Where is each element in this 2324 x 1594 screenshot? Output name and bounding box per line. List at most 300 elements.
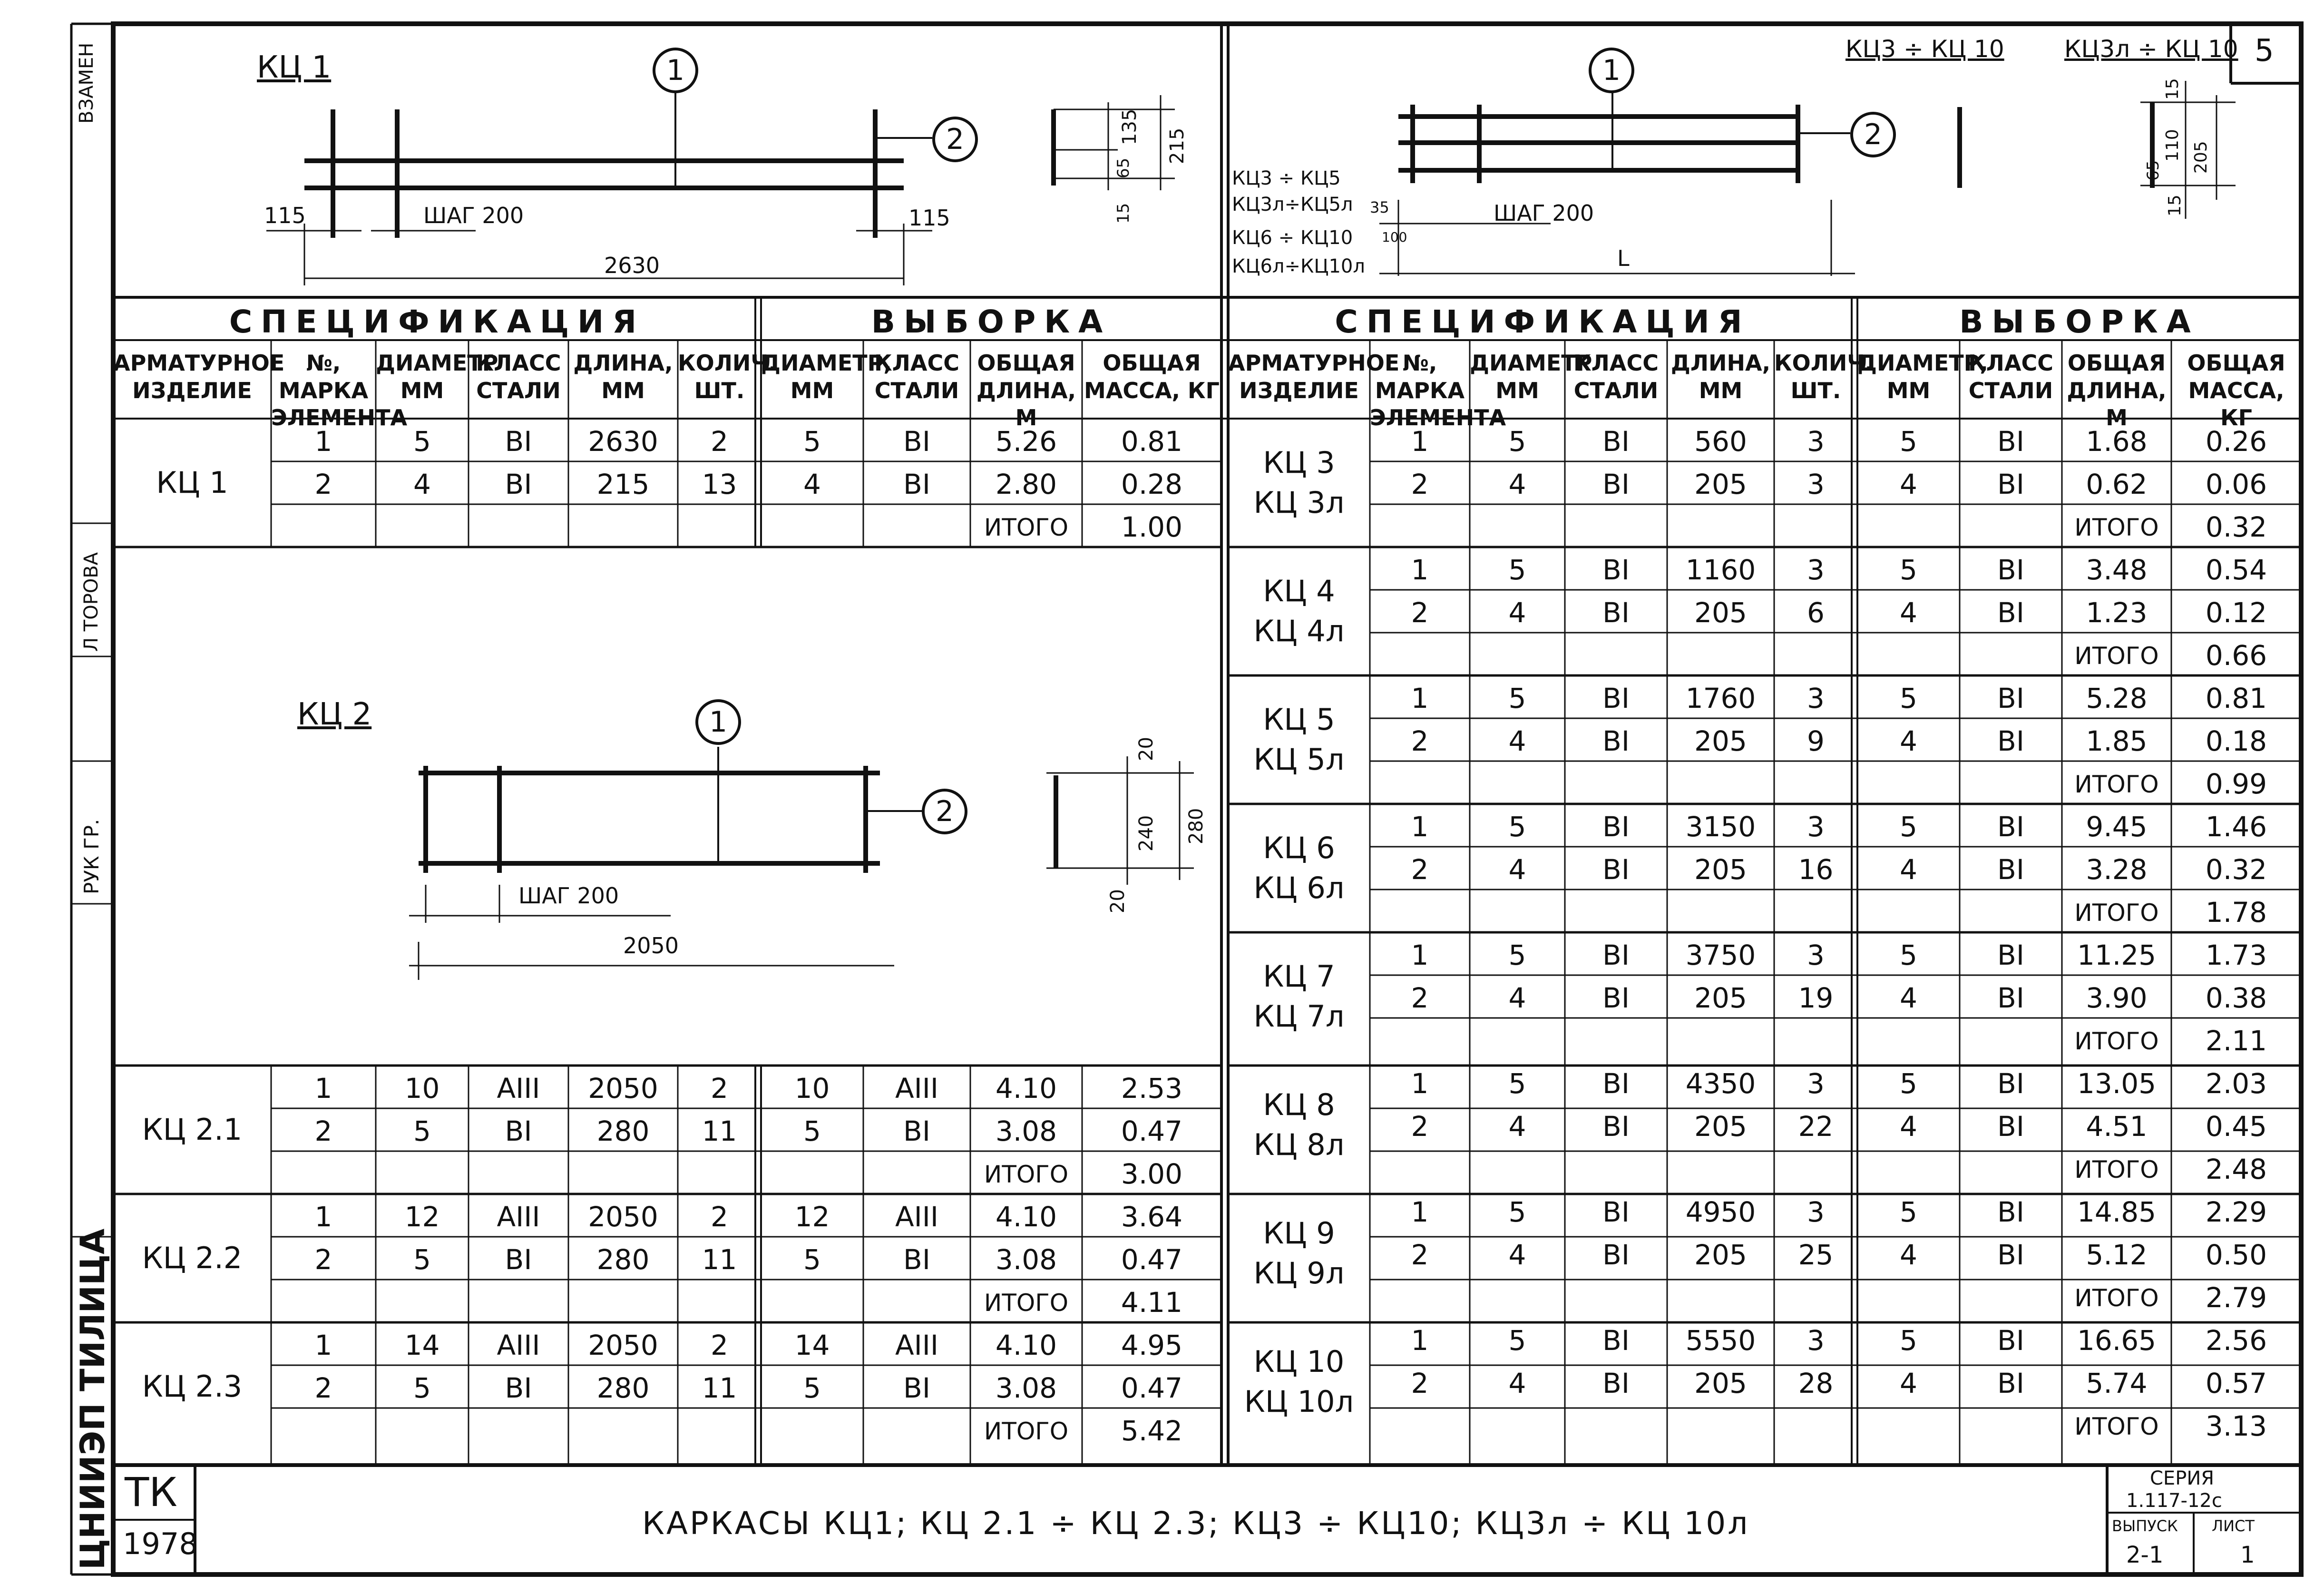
right-cell: 2 — [1411, 982, 1429, 1014]
kc2-section-d4: 20 — [1107, 889, 1129, 913]
left-cell: 1 — [314, 1072, 332, 1105]
left-cell: 2 — [711, 425, 728, 458]
right-total-label: ИТОГО — [2074, 1284, 2159, 1312]
kc1-length: 2630 — [604, 253, 660, 278]
left-cell: ВI — [903, 1115, 930, 1147]
right-total-label: ИТОГО — [2074, 514, 2159, 541]
right-cell: 0.06 — [2205, 468, 2267, 500]
right-cell: 4 — [1508, 597, 1526, 629]
right-cell: 1 — [1411, 554, 1429, 586]
right-cell: 2.03 — [2205, 1067, 2267, 1100]
right-cell: 1 — [1411, 425, 1429, 458]
right-cell: ВI — [1997, 682, 2024, 714]
right-cell: 3 — [1807, 1067, 1825, 1100]
left-item-name-line: КЦ 2.2 — [142, 1241, 243, 1276]
right-cell: 5 — [1508, 425, 1526, 458]
left-cell: 4 — [413, 468, 431, 500]
kc2-section-d2: 240 — [1135, 815, 1157, 851]
right-cell: 4 — [1900, 1239, 1917, 1271]
right-cell: 3.48 — [2086, 554, 2148, 586]
left-cell: 5 — [803, 1243, 821, 1276]
kc2-step: ШАГ 200 — [518, 883, 619, 909]
side-signature-name: Л ТОРОВА — [80, 552, 102, 652]
right-item-name-line: КЦ 6л — [1253, 870, 1345, 905]
left-cell: 280 — [596, 1243, 650, 1276]
left-cell: 14 — [404, 1329, 440, 1361]
right-cell: ВI — [1997, 1110, 2024, 1143]
left-col-header-6: ДИАМЕТР, ММ — [761, 350, 892, 403]
right-cell: 4 — [1900, 982, 1917, 1014]
left-cell: 12 — [794, 1201, 830, 1233]
right-cell: ВI — [1602, 1367, 1630, 1399]
left-cell: 10 — [794, 1072, 830, 1105]
right-cell: 1 — [1411, 939, 1429, 971]
right-cell: ВI — [1997, 1196, 2024, 1228]
left-cell: 5 — [413, 1372, 431, 1404]
right-cell: ВI — [1997, 554, 2024, 586]
right-item-name — [1228, 675, 1370, 804]
right-cell: 1 — [1411, 811, 1429, 843]
series-header-right: КЦ3л ÷ КЦ 10 — [2064, 35, 2238, 63]
left-cell: 2 — [314, 1372, 332, 1404]
left-cell: 4.10 — [995, 1201, 1057, 1233]
right-cell: 0.50 — [2205, 1239, 2267, 1271]
left-cell: 3.08 — [995, 1115, 1057, 1147]
right-cell: 3 — [1807, 1324, 1825, 1357]
right-total-value: 0.99 — [2205, 768, 2267, 800]
right-cell: 0.57 — [2205, 1367, 2267, 1399]
left-item-name-line: КЦ 1 — [156, 465, 228, 500]
right-cell: 5 — [1900, 811, 1917, 843]
right-cell: 0.54 — [2205, 554, 2267, 586]
right-vyb-header: ВЫБОРКА — [1959, 303, 2199, 340]
right-cell: 1.23 — [2086, 597, 2148, 629]
right-cell: ВI — [1602, 468, 1630, 500]
left-cell: 2 — [711, 1329, 728, 1361]
kc3-section-d1: 15 — [2163, 78, 2182, 100]
right-total-value: 1.78 — [2205, 896, 2267, 929]
right-cell: ВI — [1997, 853, 2024, 886]
left-cell: 5 — [803, 1372, 821, 1404]
left-cell: 5 — [803, 1115, 821, 1147]
left-cell: 4.95 — [1121, 1329, 1183, 1361]
sheet-value: 1 — [2240, 1542, 2255, 1568]
left-item-name — [113, 419, 271, 547]
right-cell: 5 — [1900, 939, 1917, 971]
right-item-name-line: КЦ 4 — [1263, 574, 1335, 609]
right-cell: 2 — [1411, 597, 1429, 629]
right-cell: 0.81 — [2205, 682, 2267, 714]
right-cell: 4 — [1508, 1110, 1526, 1143]
left-cell: 280 — [596, 1115, 650, 1147]
left-cell: 1 — [314, 425, 332, 458]
left-cell: АIII — [497, 1072, 540, 1105]
right-item-name-line: КЦ 8л — [1253, 1127, 1345, 1162]
kc3-variant-2: КЦ3л÷КЦ5л — [1232, 194, 1353, 215]
right-cell: ВI — [1997, 468, 2024, 500]
kc1-section-d1: 135 — [1119, 108, 1141, 145]
right-item-name-line: КЦ 10 — [1253, 1344, 1345, 1379]
right-cell: 28 — [1798, 1367, 1834, 1399]
right-cell: 2.29 — [2205, 1196, 2267, 1228]
right-cell: 0.18 — [2205, 725, 2267, 757]
right-cell: 5 — [1900, 554, 1917, 586]
left-cell: 3.08 — [995, 1243, 1057, 1276]
right-cell: 22 — [1798, 1110, 1834, 1143]
right-col-header-2: ДИАМЕТР ММ — [1470, 350, 1592, 403]
left-total-label: ИТОГО — [984, 1161, 1069, 1188]
right-cell: 4 — [1508, 468, 1526, 500]
right-cell: 1160 — [1685, 554, 1756, 586]
right-cell: 4.51 — [2086, 1110, 2148, 1143]
right-cell: 3 — [1807, 682, 1825, 714]
right-cell: 205 — [1694, 468, 1747, 500]
kc3-section-d5: 15 — [2165, 195, 2185, 216]
kc1-marker-1: 1 — [653, 48, 698, 93]
left-cell: ВI — [903, 425, 930, 458]
right-cell: 5 — [1508, 1196, 1526, 1228]
left-cell: 11 — [702, 1372, 737, 1404]
right-cell: ВI — [1997, 1367, 2024, 1399]
series-value: 1.117-12с — [2126, 1490, 2222, 1512]
right-item-name-line: КЦ 9 — [1263, 1216, 1335, 1251]
right-total-label: ИТОГО — [2074, 642, 2159, 670]
right-total-value: 3.13 — [2205, 1410, 2267, 1442]
right-cell: 1.46 — [2205, 811, 2267, 843]
right-cell: 5.12 — [2086, 1239, 2148, 1271]
left-cell: 2050 — [588, 1329, 658, 1361]
issue-label: ВЫПУСК — [2112, 1517, 2178, 1535]
right-cell: 5 — [1900, 1196, 1917, 1228]
year: 1978 — [123, 1526, 198, 1561]
right-item-name-line: КЦ 7 — [1263, 959, 1335, 994]
left-cell: 10 — [404, 1072, 440, 1105]
right-cell: 5 — [1508, 1324, 1526, 1357]
right-cell: ВI — [1602, 682, 1630, 714]
right-cell: 205 — [1694, 853, 1747, 886]
right-item-name-line: КЦ 6 — [1263, 831, 1335, 866]
right-cell: 1 — [1411, 682, 1429, 714]
right-cell: ВI — [1602, 725, 1630, 757]
left-item-name — [113, 1194, 271, 1322]
right-cell: 4 — [1508, 982, 1526, 1014]
right-cell: ВI — [1997, 1067, 2024, 1100]
left-total-label: ИТОГО — [984, 1289, 1069, 1317]
left-cell: 4 — [803, 468, 821, 500]
right-cell: 3 — [1807, 1196, 1825, 1228]
left-cell: ВI — [505, 1243, 532, 1276]
kc2-section-d1: 20 — [1135, 737, 1157, 761]
kc3-frame-drawing — [1379, 81, 2236, 276]
kc3-offset-1: 35 — [1370, 198, 1389, 216]
right-item-name-line: КЦ 8 — [1263, 1087, 1335, 1123]
left-cell: 0.47 — [1121, 1372, 1183, 1404]
right-item-name — [1228, 419, 1370, 547]
left-cell: АIII — [497, 1201, 540, 1233]
right-cell: ВI — [1997, 597, 2024, 629]
right-cell: 9 — [1807, 725, 1825, 757]
right-cell: ВI — [1602, 1196, 1630, 1228]
left-vyb-header: ВЫБОРКА — [871, 303, 1112, 340]
right-col-header-4: ДЛИНА, ММ — [1670, 350, 1771, 403]
right-cell: ВI — [1997, 1239, 2024, 1271]
left-cell: ВI — [903, 1243, 930, 1276]
left-item-name-line: КЦ 2.3 — [142, 1369, 243, 1404]
side-role: РУК ГР. — [80, 819, 103, 894]
right-cell: 13.05 — [2077, 1067, 2157, 1100]
right-cell: 2 — [1411, 1367, 1429, 1399]
series-label: СЕРИЯ — [2150, 1467, 2215, 1489]
left-cell: 5 — [413, 1243, 431, 1276]
left-cell: ВI — [903, 1372, 930, 1404]
right-total-label: ИТОГО — [2074, 1156, 2159, 1183]
right-cell: 560 — [1694, 425, 1747, 458]
right-cell: 5550 — [1685, 1324, 1756, 1357]
kc1-section-d3: 65 — [1114, 157, 1133, 178]
right-cell: ВI — [1997, 982, 2024, 1014]
left-cell: 0.81 — [1121, 425, 1183, 458]
left-cell: ВI — [505, 1115, 532, 1147]
side-institute: ЦНИИЭП ТИЛИЦА — [73, 1228, 112, 1570]
right-cell: 5 — [1900, 425, 1917, 458]
right-cell: 5 — [1508, 1067, 1526, 1100]
kc1-title: КЦ 1 — [257, 50, 332, 85]
right-item-name-line: КЦ 4л — [1253, 614, 1345, 648]
right-cell: 4 — [1900, 1367, 1917, 1399]
drawing-title: КАРКАСЫ КЦ1; КЦ 2.1 ÷ КЦ 2.3; КЦ3 ÷ КЦ10; КЦ3л ÷ КЦ 10л — [642, 1505, 1750, 1542]
left-cell: 2 — [314, 1115, 332, 1147]
kc3-marker-1: 1 — [1589, 48, 1634, 93]
right-cell: 4 — [1900, 1110, 1917, 1143]
kc3-section-d2: 110 — [2163, 129, 2182, 162]
right-total-value: 2.11 — [2205, 1025, 2267, 1057]
left-total-value: 1.00 — [1121, 511, 1183, 543]
right-cell: ВI — [1602, 939, 1630, 971]
left-cell: 2 — [711, 1072, 728, 1105]
left-cell: 14 — [794, 1329, 830, 1361]
right-cell: ВI — [1997, 725, 2024, 757]
kc3-section-d4: 65 — [2144, 160, 2163, 181]
right-cell: ВI — [1602, 1110, 1630, 1143]
right-total-label: ИТОГО — [2074, 1027, 2159, 1055]
left-cell: 11 — [702, 1115, 737, 1147]
right-cell: 3 — [1807, 554, 1825, 586]
right-cell: 0.26 — [2205, 425, 2267, 458]
left-cell: 13 — [702, 468, 737, 500]
right-cell: 4950 — [1685, 1196, 1756, 1228]
right-cell: ВI — [1602, 1239, 1630, 1271]
left-cell: 0.47 — [1121, 1243, 1183, 1276]
left-spec-header: СПЕЦИФИКАЦИЯ — [229, 303, 645, 340]
kc2-title: КЦ 2 — [297, 697, 372, 732]
right-cell: 3.28 — [2086, 853, 2148, 886]
right-cell: ВI — [1602, 982, 1630, 1014]
right-col-header-1: №, МАРКА ЭЛЕМЕНТА — [1370, 350, 1506, 430]
kc1-end-left: 115 — [264, 203, 306, 228]
right-cell: ВI — [1602, 554, 1630, 586]
kc3-variant-3: КЦ6 ÷ КЦ10 — [1232, 227, 1353, 249]
left-cell: АIII — [497, 1329, 540, 1361]
right-cell: ВI — [1997, 425, 2024, 458]
kc1-step: ШАГ 200 — [423, 203, 524, 228]
right-total-value: 0.32 — [2205, 511, 2267, 543]
right-cell: 3 — [1807, 468, 1825, 500]
left-total-value: 3.00 — [1121, 1158, 1183, 1190]
right-cell: 9.45 — [2086, 811, 2148, 843]
right-item-name-line: КЦ 7л — [1253, 999, 1345, 1034]
right-cell: 14.85 — [2077, 1196, 2157, 1228]
right-cell: 4 — [1900, 725, 1917, 757]
right-cell: 5 — [1508, 811, 1526, 843]
right-spec-header: СПЕЦИФИКАЦИЯ — [1335, 303, 1751, 340]
right-cell: 5 — [1900, 682, 1917, 714]
right-cell: 1.73 — [2205, 939, 2267, 971]
right-cell: 0.38 — [2205, 982, 2267, 1014]
right-cell: 1.85 — [2086, 725, 2148, 757]
right-cell: 1.68 — [2086, 425, 2148, 458]
left-cell: 3.08 — [995, 1372, 1057, 1404]
left-total-label: ИТОГО — [984, 1418, 1069, 1445]
right-cell: 205 — [1694, 1239, 1747, 1271]
right-cell: 19 — [1798, 982, 1834, 1014]
right-total-value: 2.48 — [2205, 1153, 2267, 1185]
right-cell: 5 — [1508, 554, 1526, 586]
right-total-value: 2.79 — [2205, 1281, 2267, 1314]
left-cell: 4.10 — [995, 1329, 1057, 1361]
right-item-name-line: КЦ 10л — [1244, 1384, 1354, 1419]
left-cell: 215 — [596, 468, 650, 500]
right-cell: 4 — [1508, 1367, 1526, 1399]
left-cell: 2 — [314, 468, 332, 500]
right-total-label: ИТОГО — [2074, 771, 2159, 798]
kc2-length: 2050 — [623, 933, 679, 958]
right-cell: 4 — [1900, 597, 1917, 629]
right-item-name-line: КЦ 3л — [1253, 485, 1345, 520]
right-item-name — [1228, 804, 1370, 932]
right-item-name-line: КЦ 5л — [1253, 742, 1345, 777]
right-cell: 205 — [1694, 1110, 1747, 1143]
right-item-name-line: КЦ 3 — [1263, 445, 1335, 480]
right-cell: 3 — [1807, 939, 1825, 971]
left-cell: 2050 — [588, 1201, 658, 1233]
left-cell: ВI — [505, 1372, 532, 1404]
left-cell: 5 — [413, 425, 431, 458]
right-cell: 5 — [1900, 1067, 1917, 1100]
left-cell: 0.47 — [1121, 1115, 1183, 1147]
right-col-header-8: ОБЩАЯ ДЛИНА, М — [2067, 350, 2167, 430]
left-col-header-8: ОБЩАЯ ДЛИНА, М — [976, 350, 1076, 430]
right-cell: 16.65 — [2077, 1324, 2157, 1357]
left-col-header-9: ОБЩАЯ МАССА, КГ — [1084, 350, 1220, 403]
left-cell: 5.26 — [995, 425, 1057, 458]
right-cell: 3150 — [1685, 811, 1756, 843]
right-cell: 4 — [1508, 1239, 1526, 1271]
kc2-marker-2: 2 — [922, 789, 967, 834]
right-cell: 4 — [1900, 853, 1917, 886]
kc2-section-d3: 280 — [1185, 808, 1207, 844]
right-cell: ВI — [1997, 1324, 2024, 1357]
right-cell: ВI — [1602, 425, 1630, 458]
kc3-variant-4: КЦ6л÷КЦ10л — [1232, 255, 1365, 277]
right-cell: 25 — [1798, 1239, 1834, 1271]
right-cell: 2 — [1411, 1110, 1429, 1143]
kc3-marker-2: 2 — [1850, 112, 1896, 157]
left-col-header-2: ДИАМЕТР ММ — [376, 350, 498, 403]
right-cell: 4350 — [1685, 1067, 1756, 1100]
left-cell: 5 — [413, 1115, 431, 1147]
right-cell: 4 — [1900, 468, 1917, 500]
kc3-variant-1: КЦ3 ÷ КЦ5 — [1232, 167, 1341, 189]
sheet-number: 5 — [2255, 33, 2274, 68]
left-total-label: ИТОГО — [984, 514, 1069, 541]
left-total-value: 5.42 — [1121, 1415, 1183, 1447]
left-cell: ВI — [505, 425, 532, 458]
left-cell: 2630 — [588, 425, 658, 458]
right-cell: 3750 — [1685, 939, 1756, 971]
right-item-name-line: КЦ 5 — [1263, 702, 1335, 737]
left-item-name — [113, 1322, 271, 1451]
kc1-end-right: 115 — [908, 205, 950, 231]
left-item-name — [113, 1066, 271, 1194]
right-cell: 205 — [1694, 597, 1747, 629]
left-col-header-1: №, МАРКА ЭЛЕМЕНТА — [271, 350, 408, 430]
kc3-offset-2: 100 — [1382, 229, 1407, 245]
right-item-name — [1228, 547, 1370, 675]
kc1-section-d4: 15 — [1114, 203, 1133, 224]
left-cell: АIII — [895, 1072, 938, 1105]
left-cell: 2050 — [588, 1072, 658, 1105]
kc1-frame-drawing — [266, 93, 1175, 285]
right-cell: 1 — [1411, 1067, 1429, 1100]
right-col-header-7: КЛАСС СТАЛИ — [1968, 350, 2053, 403]
right-cell: 5 — [1508, 939, 1526, 971]
right-cell: 205 — [1694, 982, 1747, 1014]
right-cell: 0.32 — [2205, 853, 2267, 886]
right-cell: ВI — [1997, 811, 2024, 843]
kc3-length: L — [1617, 245, 1630, 271]
right-item-name — [1228, 1061, 1370, 1189]
right-item-name — [1228, 1318, 1370, 1446]
left-col-header-0: АРМАТУРНОЕ ИЗДЕЛИЕ — [113, 350, 285, 403]
right-total-label: ИТОГО — [2074, 899, 2159, 927]
right-col-header-6: ДИАМЕТР, ММ — [1857, 350, 1988, 403]
right-cell: 1 — [1411, 1324, 1429, 1357]
right-cell: 205 — [1694, 1367, 1747, 1399]
right-cell: ВI — [1602, 1067, 1630, 1100]
kc3-section-d3: 205 — [2191, 141, 2211, 174]
left-item-name-line: КЦ 2.1 — [142, 1112, 243, 1147]
right-col-header-3: КЛАСС СТАЛИ — [1573, 350, 1659, 403]
left-cell: 12 — [404, 1201, 440, 1233]
right-cell: 0.62 — [2086, 468, 2148, 500]
left-col-header-7: КЛАСС СТАЛИ — [874, 350, 959, 403]
kc2-frame-drawing — [409, 747, 1194, 980]
right-col-header-5: КОЛИЧ. ШТ. — [1774, 350, 1874, 403]
right-col-header-0: АРМАТУРНОЕ ИЗДЕЛИЕ — [1228, 350, 1400, 403]
right-col-header-9: ОБЩАЯ МАССА, КГ — [2187, 350, 2285, 430]
right-cell: 2 — [1411, 853, 1429, 886]
right-item-name — [1228, 1189, 1370, 1318]
right-cell: 3 — [1807, 425, 1825, 458]
left-cell: ВI — [505, 468, 532, 500]
right-cell: 0.45 — [2205, 1110, 2267, 1143]
right-item-name — [1228, 932, 1370, 1061]
left-cell: 4.10 — [995, 1072, 1057, 1105]
right-cell: 3.90 — [2086, 982, 2148, 1014]
left-cell: 280 — [596, 1372, 650, 1404]
tk-code: ТК — [125, 1469, 177, 1516]
left-cell: АIII — [895, 1201, 938, 1233]
